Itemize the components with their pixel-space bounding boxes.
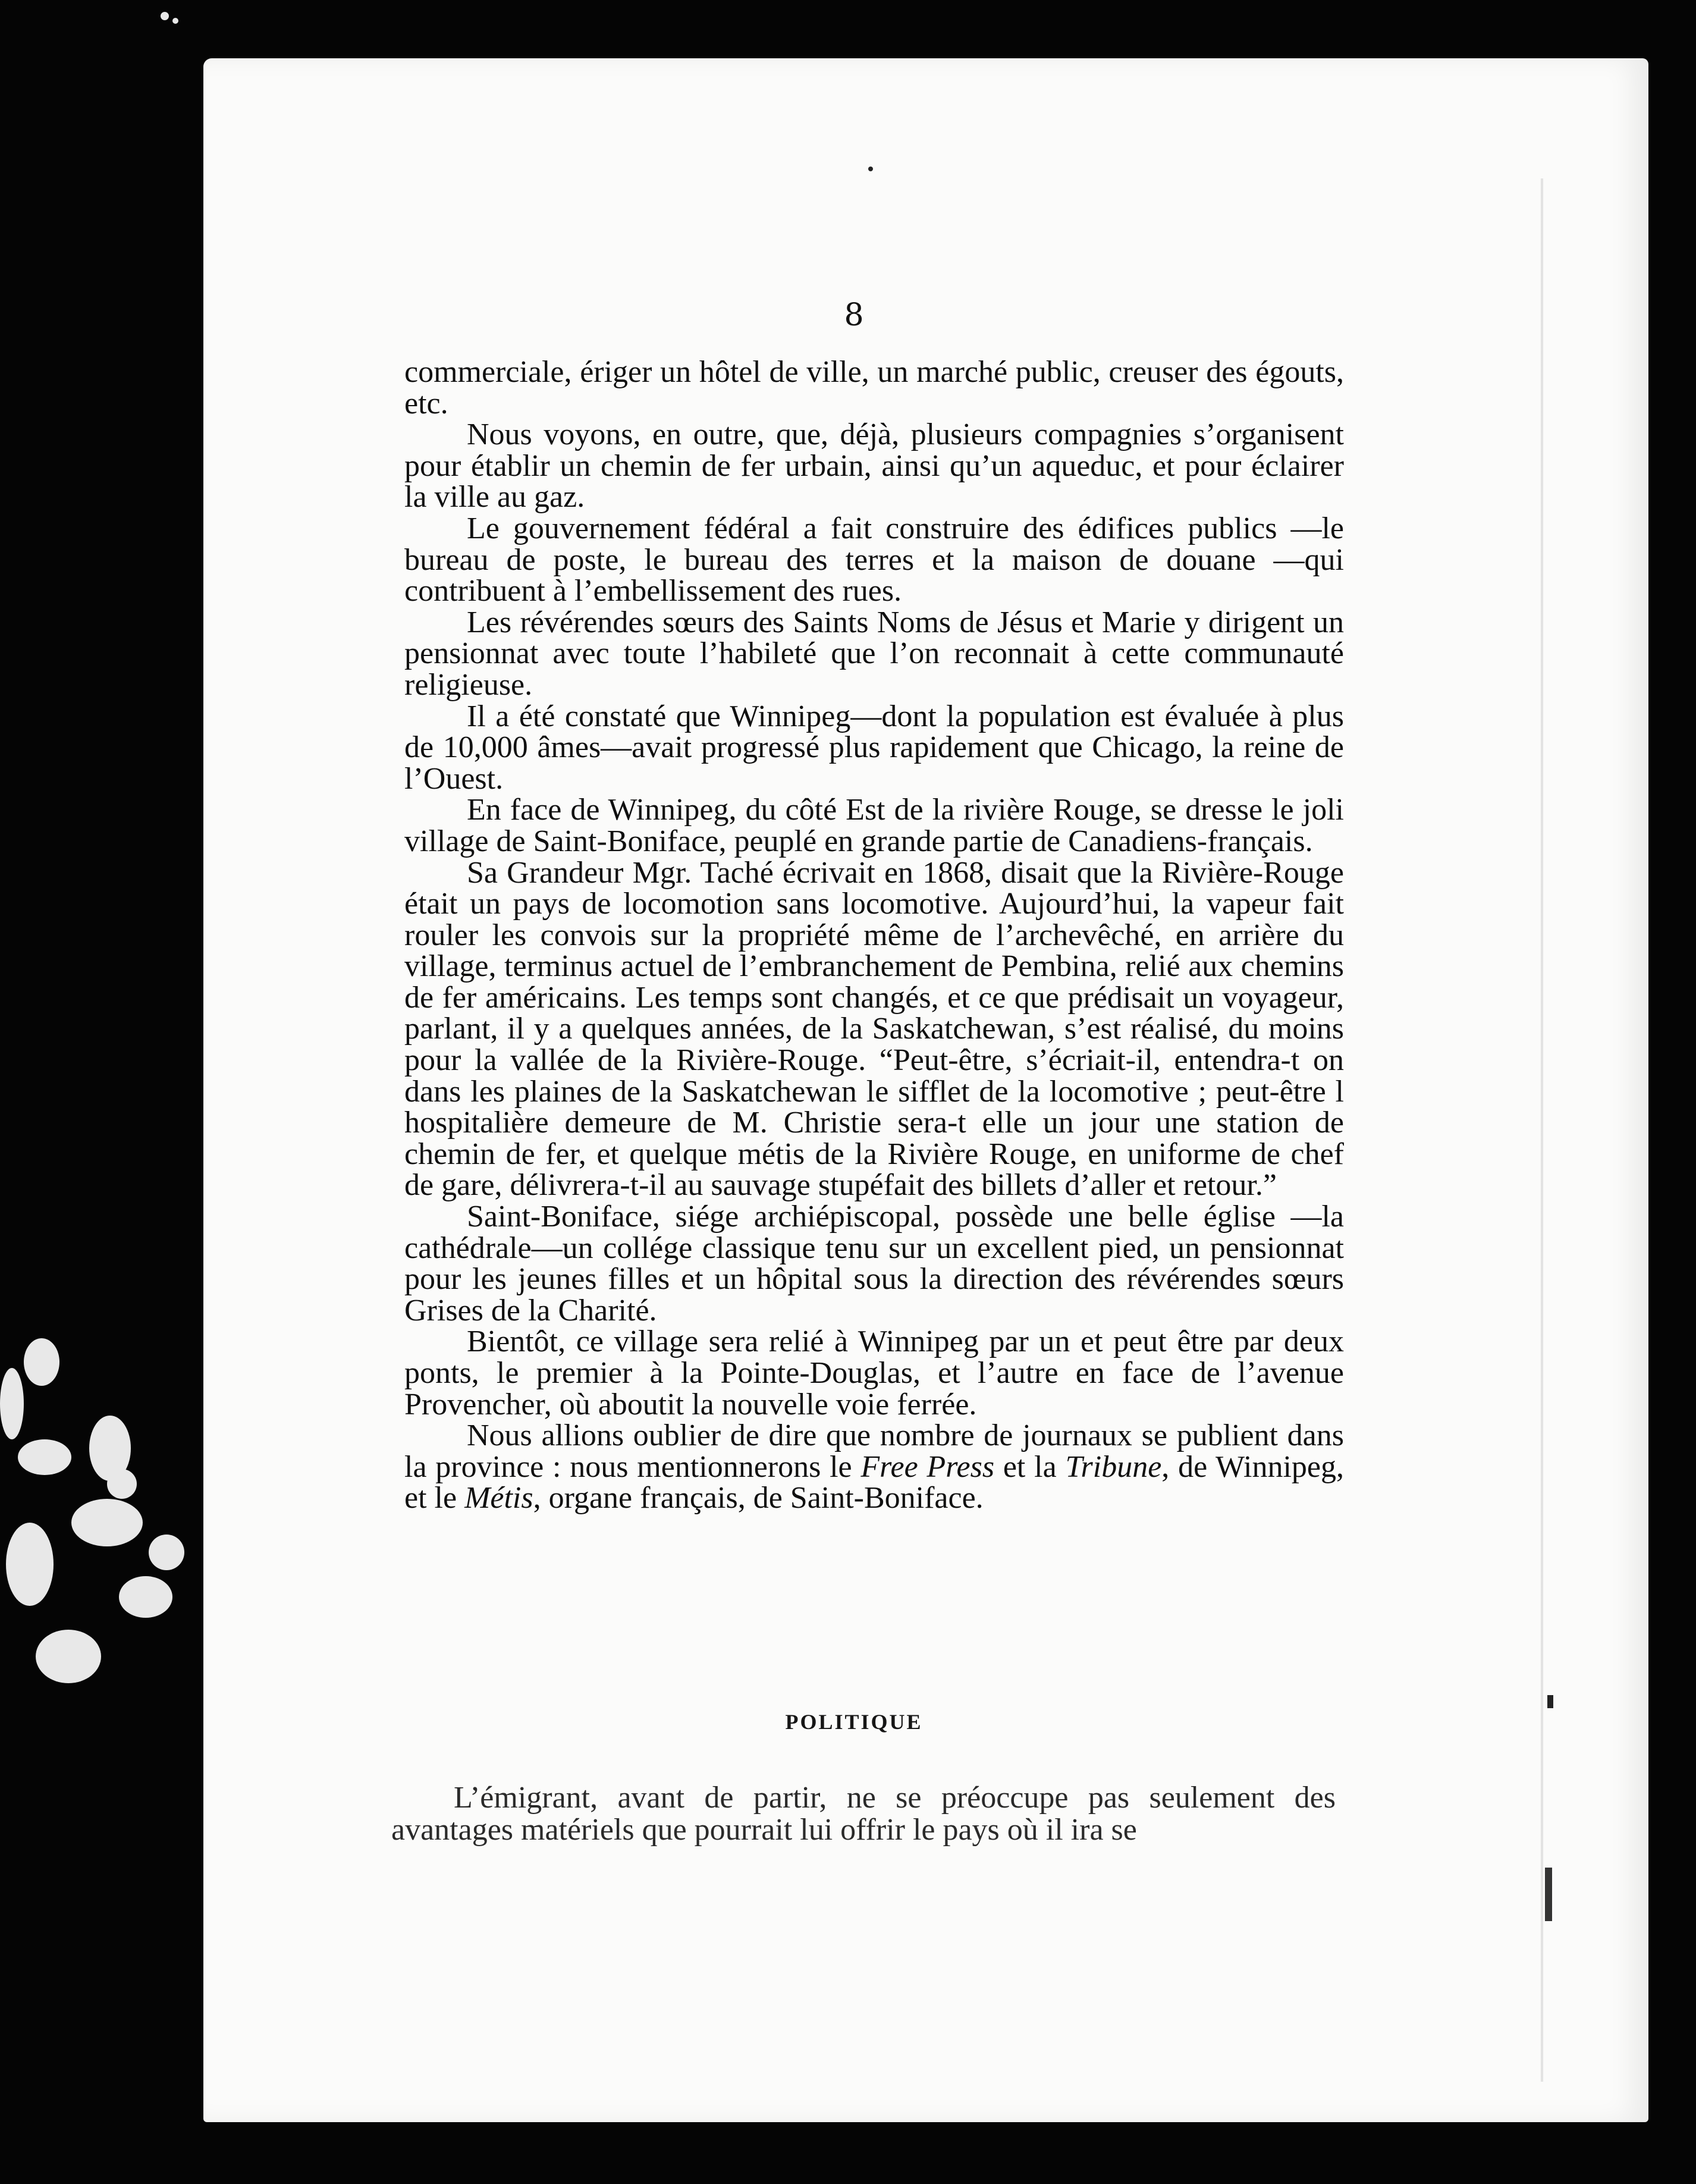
paragraph: Saint-Boniface, siége archiépiscopal, possède une belle église —la cathédrale—un collége classique tenu sur un excellent pied, un pensionnat pour les jeunes filles et un hôpital sous la direction des révérendes sœurs Grises de la Charité. (404, 1200, 1344, 1328)
main-text (404, 357, 1344, 1514)
page-number: 8 (844, 297, 864, 333)
newspaper-tribune: Tribune (1065, 1449, 1162, 1484)
paragraph: En face de Winnipeg, du côté Est de la rivière Rouge, se dresse le joli village de Saint-Boniface, peuplé en grande partie de Canadiens-français. (404, 793, 1344, 858)
page-fold-edge (1540, 178, 1544, 2082)
paragraph: Les révérendes sœurs des Saints Noms de Jésus et Marie y dirigent un pensionnat avec toute l’habileté que l’on reconnait à cette communauté religieuse. (404, 605, 1344, 702)
paragraph: L’émigrant, avant de partir, ne se préoccupe pas seulement des avantages matériels que pourrait lui offrir le pays où il ira se (391, 1781, 1336, 1847)
press-paragraph (404, 1420, 1344, 1514)
paragraph: Le gouvernement fédéral a fait construire des édifices publics —le bureau de poste, le bureau des terres et la maison de douane —qui contribuent à l’embellissement des rues. (404, 511, 1344, 608)
edge-mark (1547, 1695, 1553, 1708)
paragraph: Il a été constaté que Winnipeg—dont la population est évaluée à plus de 10,000 âmes—avait progressé plus rapidement que Chicago, la reine de l’Ouest. (404, 699, 1344, 796)
paragraph: Bientôt, ce village sera relié à Winnipeg par un et peut être par deux ponts, le premier à la Pointe-Douglas, et l’autre en face de l’avenue Provencher, où aboutit la nouvelle voie ferrée. (404, 1325, 1344, 1422)
scan-speck (161, 12, 169, 20)
section-heading: POLITIQUE (785, 1710, 923, 1734)
scan-speck (107, 1469, 137, 1499)
newspaper-free-press: Free Press (860, 1449, 995, 1484)
press-text-after: , organe français, de Saint-Boniface. (533, 1481, 984, 1515)
paragraph: Nous voyons, en outre, que, déjà, plusieurs compagnies s’organisent pour établir un chemin de fer urbain, ainsi qu’un aqueduc, et pour éclairer la ville au gaz. (404, 418, 1344, 514)
scan-speck (0, 1368, 24, 1439)
newspaper-metis: Métis (464, 1481, 533, 1515)
scan-speck (149, 1535, 184, 1570)
scan-speck (119, 1576, 172, 1618)
scan-speck (71, 1499, 143, 1546)
scan-speck (18, 1439, 71, 1475)
press-text-mid: , de Winnipeg, et le (404, 1449, 1344, 1515)
paragraph: Sa Grandeur Mgr. Taché écrivait en 1868, disait que la Rivière-Rouge était un pays de locomotion sans locomotive. Aujourd’hui, la vapeur fait rouler les convois sur la propriété même de l’archevêché, en arrière du village, terminus actuel de l’embranchement de Pembina, relié aux chemins de fer américains. Les temps sont changés, et ce que prédisait un voyageur, parlant, il y a quelques années, de la Saskatchewan, s’est réalisé, du moins pour la vallée de la Rivière-Rouge. “Peut-être, s’écriait-il, entendra-t on dans les plaines de la Saskatchewan le sifflet de la locomotive ; peut-être l hospitalière demeure de M. Christie sera-t elle un jour une station de chemin de fer, et quelque métis de la Rivière Rouge, en uniforme de chef de gare, délivrera-t-il au sauvage stupéfait des billets d’aller et retour.” (404, 855, 1344, 1203)
scan-speck (6, 1523, 54, 1606)
section-text (391, 1782, 1336, 1846)
scan-speck (36, 1630, 101, 1683)
paragraph: commerciale, ériger un hôtel de ville, un marché public, creuser des égouts, etc. (404, 355, 1344, 421)
press-text-before: Nous allions oublier de dire que nombre de journaux se publient dans la province : nous mentionnerons le (404, 1419, 1344, 1484)
scan-speck (24, 1338, 59, 1386)
press-text-mid: et la (994, 1449, 1066, 1484)
edge-mark (1545, 1868, 1552, 1921)
speck (868, 167, 873, 171)
scan-speck (172, 18, 178, 24)
